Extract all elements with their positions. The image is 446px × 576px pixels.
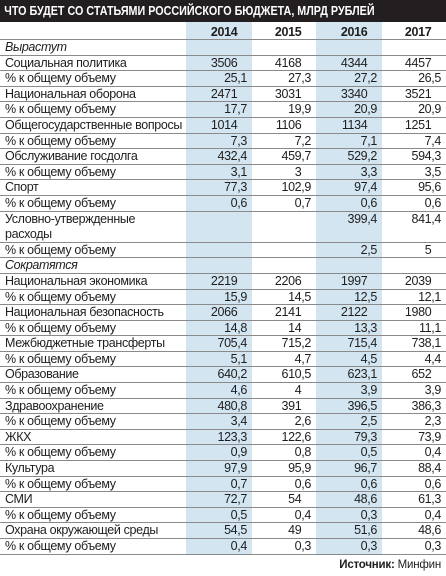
value-cell-2016: 2122 bbox=[340, 305, 368, 320]
value-cell-2015: 715,2 bbox=[281, 336, 311, 351]
share-label: % к общему объему bbox=[5, 289, 116, 304]
item-label: СМИ bbox=[5, 492, 33, 507]
share-cell-2015: 3 bbox=[294, 164, 302, 179]
share-cell-2014: 0,5 bbox=[230, 507, 247, 522]
value-cell-2014: 480,8 bbox=[217, 398, 247, 413]
item-row bbox=[0, 399, 446, 415]
value-cell-2017: 841,4 bbox=[411, 211, 441, 226]
item-row bbox=[0, 274, 446, 290]
value-cell-2014: 432,4 bbox=[217, 149, 247, 164]
value-cell-2015: 54 bbox=[288, 492, 302, 507]
share-cell-2014: 3,1 bbox=[230, 164, 247, 179]
share-label: % к общему объему bbox=[5, 507, 116, 522]
share-row bbox=[0, 352, 446, 368]
share-cell-2014: 7,3 bbox=[230, 133, 247, 148]
item-row bbox=[0, 56, 446, 72]
value-cell-2015: 459,7 bbox=[281, 149, 311, 164]
value-cell-2014: 1014 bbox=[210, 117, 238, 132]
item-row bbox=[0, 149, 446, 165]
share-cell-2015: 0,3 bbox=[294, 539, 311, 553]
share-cell-2015: 19,9 bbox=[288, 102, 311, 117]
share-cell-2016: 3,9 bbox=[360, 383, 377, 398]
share-cell-2016: 13,3 bbox=[354, 320, 377, 335]
section-title: Сократятся bbox=[5, 258, 78, 273]
empty-cell bbox=[252, 212, 316, 242]
value-cell-2017: 95,6 bbox=[418, 180, 441, 195]
year-header-2017: 2017 bbox=[404, 25, 432, 39]
value-cell-2017: 2039 bbox=[404, 273, 432, 288]
share-cell-2016: 0,3 bbox=[360, 507, 377, 522]
section-header-row bbox=[0, 40, 446, 56]
item-label: Образование bbox=[5, 367, 79, 382]
share-row bbox=[0, 165, 446, 181]
value-cell-2015: 49 bbox=[288, 523, 302, 538]
share-row bbox=[0, 508, 446, 524]
value-cell-2017: 652 bbox=[411, 367, 432, 382]
value-cell-2014: 2066 bbox=[210, 305, 238, 320]
share-cell-2017: 5 bbox=[424, 242, 432, 257]
share-cell-2017: 0,4 bbox=[424, 445, 441, 460]
year-header-2016: 2016 bbox=[340, 25, 368, 39]
value-cell-2015: 102,9 bbox=[281, 180, 311, 195]
source-note bbox=[0, 555, 446, 576]
share-label: % к общему объему bbox=[5, 476, 116, 491]
share-cell-2016: 20,9 bbox=[354, 102, 377, 117]
item-row bbox=[0, 430, 446, 446]
share-cell-2016: 27,2 bbox=[354, 71, 377, 86]
item-label: Социальная политика bbox=[5, 55, 127, 70]
share-cell-2016: 4,5 bbox=[360, 351, 377, 366]
value-cell-2015: 4168 bbox=[274, 55, 302, 70]
share-cell-2014: 14,8 bbox=[224, 320, 247, 335]
item-label: Общегосударственные вопросы bbox=[5, 117, 183, 132]
value-cell-2016: 4344 bbox=[340, 55, 368, 70]
item-row bbox=[0, 492, 446, 508]
share-label: % к общему объему bbox=[5, 383, 116, 398]
section-header-row bbox=[0, 258, 446, 274]
share-cell-2014: 0,6 bbox=[230, 195, 247, 210]
share-cell-2015: 14 bbox=[288, 320, 302, 335]
share-cell-2017: 2,3 bbox=[424, 414, 441, 429]
item-label: Культура bbox=[5, 461, 55, 476]
item-label: Обслуживание госдолга bbox=[5, 149, 138, 164]
item-row bbox=[0, 523, 446, 539]
value-cell-2014: 705,4 bbox=[217, 336, 247, 351]
share-cell-2015: 4 bbox=[294, 383, 302, 398]
value-cell-2014: 97,9 bbox=[224, 461, 247, 476]
share-cell-2017: 11,1 bbox=[418, 320, 441, 335]
share-row bbox=[0, 290, 446, 306]
share-row bbox=[0, 477, 446, 493]
share-cell-2017: 3,5 bbox=[424, 164, 441, 179]
share-cell-2016: 0,5 bbox=[360, 445, 377, 460]
value-cell-2014: 77,3 bbox=[224, 180, 247, 195]
value-cell-2016: 48,6 bbox=[354, 492, 377, 507]
value-cell-2016: 97,4 bbox=[354, 180, 377, 195]
share-cell-2017: 12,1 bbox=[418, 289, 441, 304]
value-cell-2016: 1997 bbox=[340, 273, 368, 288]
share-cell-2017: 0,3 bbox=[424, 539, 441, 553]
value-cell-2015: 2141 bbox=[274, 305, 302, 320]
share-cell-2014: 5,1 bbox=[230, 351, 247, 366]
item-label: Национальная экономика bbox=[5, 273, 148, 288]
share-cell-2016: 0,3 bbox=[360, 539, 377, 553]
share-cell-2016: 0,6 bbox=[360, 476, 377, 491]
share-label: % к общему объему bbox=[5, 195, 116, 210]
share-cell-2015: 4,7 bbox=[294, 351, 311, 366]
value-cell-2016: 715,4 bbox=[347, 336, 377, 351]
year-header-2015: 2015 bbox=[274, 25, 302, 39]
year-header-row bbox=[0, 22, 446, 40]
value-cell-2017: 4457 bbox=[404, 55, 432, 70]
share-cell-2017: 20,9 bbox=[418, 102, 441, 117]
share-cell-2014: 0,4 bbox=[230, 539, 247, 553]
share-cell-2015: 0,4 bbox=[294, 507, 311, 522]
share-row bbox=[0, 383, 446, 399]
value-cell-2017: 1251 bbox=[404, 117, 432, 132]
share-cell-2015: 0,7 bbox=[294, 195, 311, 210]
value-cell-2016: 79,3 bbox=[354, 429, 377, 444]
section-title: Вырастут bbox=[5, 40, 67, 54]
value-cell-2017: 3521 bbox=[404, 86, 432, 101]
share-cell-2014: 0,7 bbox=[230, 476, 247, 491]
share-cell-2015: 0,6 bbox=[294, 476, 311, 491]
value-cell-2016: 623,1 bbox=[347, 367, 377, 382]
item-row bbox=[0, 180, 446, 196]
value-cell-2014: 640,2 bbox=[217, 367, 247, 382]
value-cell-2016: 3340 bbox=[340, 86, 368, 101]
value-cell-2015: 2206 bbox=[274, 273, 302, 288]
value-cell-2017: 1980 bbox=[404, 305, 432, 320]
share-row bbox=[0, 102, 446, 118]
share-label: % к общему объему bbox=[5, 414, 116, 429]
share-row bbox=[0, 243, 446, 259]
empty-cell bbox=[186, 243, 252, 258]
share-row bbox=[0, 445, 446, 461]
item-row bbox=[0, 212, 446, 243]
value-cell-2017: 61,3 bbox=[418, 492, 441, 507]
share-cell-2017: 26,5 bbox=[418, 71, 441, 86]
value-cell-2017: 738,1 bbox=[411, 336, 441, 351]
value-cell-2014: 2471 bbox=[210, 86, 238, 101]
value-cell-2015: 3031 bbox=[274, 86, 302, 101]
share-cell-2016: 12,5 bbox=[354, 289, 377, 304]
item-row bbox=[0, 367, 446, 383]
share-label: % к общему объему bbox=[5, 445, 116, 460]
value-cell-2014: 3506 bbox=[210, 55, 238, 70]
share-label: % к общему объему bbox=[5, 242, 116, 257]
share-row bbox=[0, 321, 446, 337]
title-bar bbox=[0, 0, 446, 22]
share-row bbox=[0, 196, 446, 212]
share-label: % к общему объему bbox=[5, 164, 116, 179]
empty-cell bbox=[186, 212, 252, 242]
value-cell-2016: 1134 bbox=[341, 117, 368, 132]
value-cell-2017: 48,6 bbox=[418, 523, 441, 538]
item-label: Национальная оборона bbox=[5, 86, 136, 101]
value-cell-2016: 51,6 bbox=[354, 523, 377, 538]
share-label: % к общему объему bbox=[5, 102, 116, 117]
header-label-spacer bbox=[0, 25, 186, 39]
share-cell-2015: 27,3 bbox=[288, 71, 311, 86]
share-cell-2014: 25,1 bbox=[224, 71, 247, 86]
year-header-2014: 2014 bbox=[210, 25, 238, 39]
value-cell-2014: 123,3 bbox=[217, 429, 247, 444]
share-cell-2016: 7,1 bbox=[360, 133, 377, 148]
share-row bbox=[0, 414, 446, 430]
item-row bbox=[0, 87, 446, 103]
value-cell-2016: 96,7 bbox=[354, 461, 377, 476]
share-cell-2015: 14,5 bbox=[288, 289, 311, 304]
item-label: ЖКХ bbox=[5, 429, 32, 444]
item-label: Межбюджетные трансферты bbox=[5, 336, 165, 351]
share-cell-2014: 3,4 bbox=[230, 414, 247, 429]
share-cell-2017: 0,6 bbox=[424, 195, 441, 210]
value-cell-2014: 2219 bbox=[210, 273, 238, 288]
item-label: Охрана окружающей среды bbox=[5, 523, 159, 538]
value-cell-2017: 88,4 bbox=[418, 461, 441, 476]
share-label: % к общему объему bbox=[5, 71, 116, 86]
share-cell-2016: 2,5 bbox=[360, 242, 377, 257]
value-cell-2015: 1106 bbox=[275, 117, 302, 132]
item-row bbox=[0, 336, 446, 352]
share-cell-2015: 0,8 bbox=[294, 445, 311, 460]
value-cell-2017: 594,3 bbox=[411, 149, 441, 164]
share-cell-2017: 0,6 bbox=[424, 476, 441, 491]
share-cell-2015: 7,2 bbox=[294, 133, 311, 148]
item-row bbox=[0, 118, 446, 134]
value-cell-2017: 386,3 bbox=[411, 398, 441, 413]
value-cell-2015: 122,6 bbox=[281, 429, 311, 444]
item-label: Условно-утвержденные расходы bbox=[5, 211, 136, 241]
share-label: % к общему объему bbox=[5, 320, 116, 335]
item-label: Здравоохранение bbox=[5, 398, 104, 413]
share-cell-2014: 15,9 bbox=[224, 289, 247, 304]
source-value: Минфин bbox=[397, 558, 441, 571]
value-cell-2016: 529,2 bbox=[347, 149, 377, 164]
value-cell-2015: 95,9 bbox=[288, 461, 311, 476]
share-cell-2016: 2,5 bbox=[360, 414, 377, 429]
share-cell-2017: 7,4 bbox=[424, 133, 441, 148]
share-cell-2017: 3,9 bbox=[424, 383, 441, 398]
value-cell-2016: 396,5 bbox=[347, 398, 377, 413]
source-label: Источник: bbox=[339, 558, 395, 571]
share-row bbox=[0, 539, 446, 555]
share-label: % к общему объему bbox=[5, 539, 116, 553]
value-cell-2014: 72,7 bbox=[224, 492, 247, 507]
share-cell-2015: 2,6 bbox=[294, 414, 311, 429]
item-row bbox=[0, 305, 446, 321]
share-row bbox=[0, 134, 446, 150]
share-cell-2014: 0,9 bbox=[230, 445, 247, 460]
table-body bbox=[0, 40, 446, 555]
share-cell-2017: 4,4 bbox=[424, 351, 441, 366]
empty-cell bbox=[252, 243, 316, 258]
value-cell-2017: 73,9 bbox=[418, 429, 441, 444]
value-cell-2015: 391 bbox=[281, 398, 302, 413]
item-label: Спорт bbox=[5, 180, 39, 195]
value-cell-2016: 399,4 bbox=[347, 211, 377, 226]
item-label: Национальная безопасность bbox=[5, 305, 164, 320]
share-cell-2014: 4,6 bbox=[230, 383, 247, 398]
table-title: ЧТО БУДЕТ СО СТАТЬЯМИ РОССИЙСКОГО БЮДЖЕТА, МЛРД РУБЛЕЙ bbox=[4, 4, 375, 18]
share-label: % к общему объему bbox=[5, 133, 116, 148]
value-cell-2015: 610,5 bbox=[281, 367, 311, 382]
share-cell-2016: 0,6 bbox=[360, 195, 377, 210]
share-row bbox=[0, 71, 446, 87]
share-cell-2017: 0,4 bbox=[424, 507, 441, 522]
share-label: % к общему объему bbox=[5, 351, 116, 366]
item-row bbox=[0, 461, 446, 477]
share-cell-2016: 3,3 bbox=[360, 164, 377, 179]
share-cell-2014: 17,7 bbox=[224, 102, 247, 117]
value-cell-2014: 54,5 bbox=[224, 523, 247, 538]
